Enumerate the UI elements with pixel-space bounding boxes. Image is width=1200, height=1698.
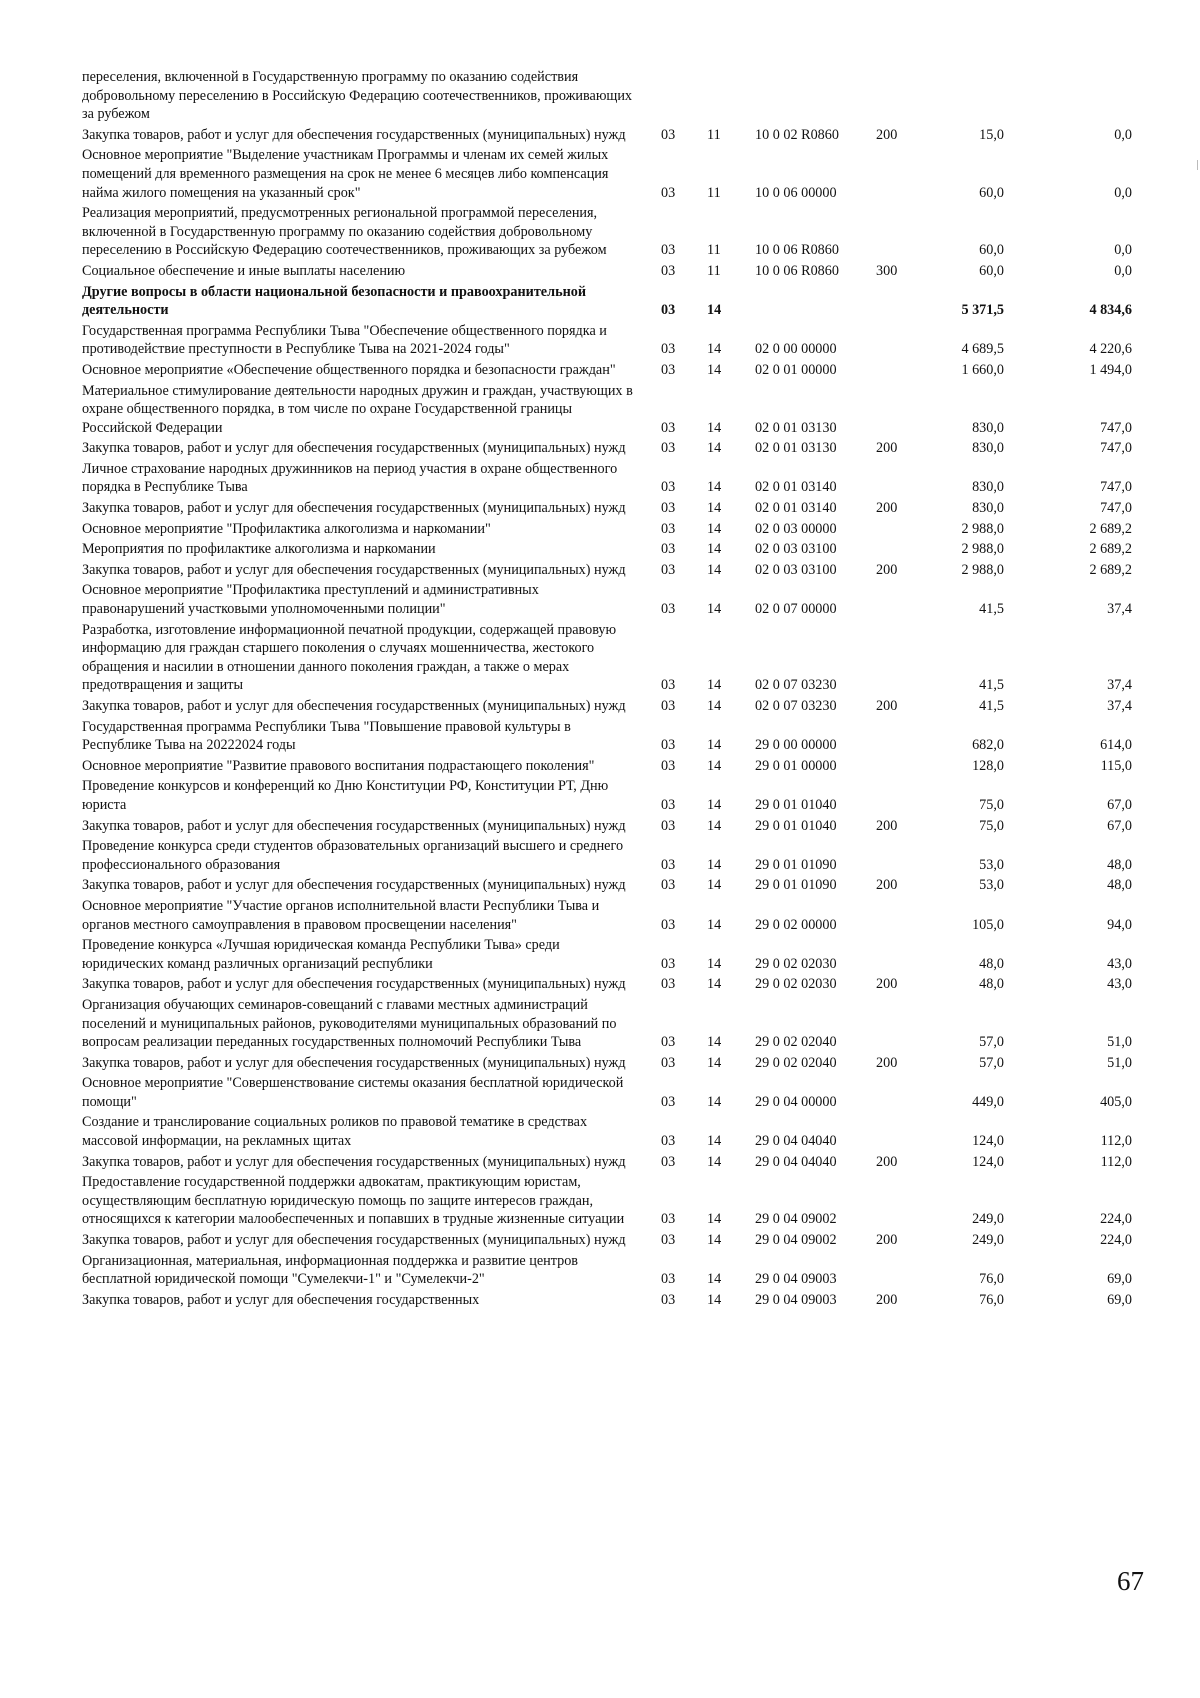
budget-table xyxy=(0,68,1200,1309)
subsection-code: 14 xyxy=(707,341,722,358)
section-code: 03 xyxy=(661,976,676,993)
target-article-code: 29 0 01 01040 xyxy=(755,817,837,834)
row-description: Организационная, материальная, информационная поддержка и развитие центров бесплатной юридической помощи "Сумелекчи-1" и "Сумелекчи-2" xyxy=(82,1252,578,1288)
subsection-code: 14 xyxy=(707,601,722,618)
target-article-code: 29 0 04 04040 xyxy=(755,1133,837,1150)
table-row xyxy=(0,1153,1200,1172)
table-row xyxy=(0,1252,1200,1289)
target-article-code: 29 0 01 01090 xyxy=(755,877,837,894)
row-description: переселения, включенной в Государственную программу по оказанию содействия добровольному переселению в Российскую Федерацию соотечественников, проживающих за рубежом xyxy=(82,69,633,123)
amount-year-1: 2 988,0 xyxy=(961,520,1004,537)
amount-year-1: 249,0 xyxy=(972,1211,1004,1228)
table-row xyxy=(0,460,1200,497)
row-description: Основное мероприятие «Обеспечение общественного порядка и безопасности граждан" xyxy=(82,361,616,378)
subsection-code: 14 xyxy=(707,877,722,894)
subsection-code: 14 xyxy=(707,737,722,754)
target-article-code: 10 0 02 R0860 xyxy=(755,126,839,143)
amount-year-1: 53,0 xyxy=(979,856,1004,873)
row-description: Закупка товаров, работ и услуг для обеспечения государственных (муниципальных) нужд xyxy=(82,1232,626,1249)
section-code: 03 xyxy=(661,1211,676,1228)
row-description: Закупка товаров, работ и услуг для обеспечения государственных (муниципальных) нужд xyxy=(82,440,626,457)
amount-year-1: 5 371,5 xyxy=(961,302,1004,319)
amount-year-2: 0,0 xyxy=(1114,126,1132,143)
target-article-code: 02 0 01 03130 xyxy=(755,419,837,436)
expense-type-code: 200 xyxy=(876,1153,898,1170)
table-row xyxy=(0,975,1200,994)
section-code: 03 xyxy=(661,302,676,319)
target-article-code: 29 0 02 02030 xyxy=(755,976,837,993)
amount-year-2: 0,0 xyxy=(1114,184,1132,201)
target-article-code: 02 0 07 03230 xyxy=(755,698,837,714)
expense-type-code: 200 xyxy=(876,126,898,143)
amount-year-2: 405,0 xyxy=(1100,1093,1132,1110)
amount-year-1: 48,0 xyxy=(979,976,1004,993)
row-description: Другие вопросы в области национальной безопасности и правоохранительной деятельности xyxy=(82,283,587,319)
section-code: 03 xyxy=(661,1271,676,1288)
row-description: Закупка товаров, работ и услуг для обеспечения государственных (муниципальных) нужд xyxy=(82,1153,626,1170)
amount-year-1: 830,0 xyxy=(972,419,1004,436)
section-code: 03 xyxy=(661,1054,676,1071)
amount-year-2: 224,0 xyxy=(1100,1232,1132,1249)
row-description: Организация обучающих семинаров-совещаний с главами местных администраций поселений и муниципальных районов, руководителями муниципальных образований по вопросам реализации переданных государственных полномочий Республики Тыва xyxy=(82,996,617,1051)
amount-year-1: 830,0 xyxy=(972,440,1004,457)
row-description: Создание и транслирование социальных роликов по правовой тематике в средствах массовой информации, на рекламных щитах xyxy=(82,1114,588,1150)
section-code: 03 xyxy=(661,955,676,972)
amount-year-1: 75,0 xyxy=(979,817,1004,834)
subsection-code: 11 xyxy=(707,262,721,279)
row-description: Социальное обеспечение и иные выплаты населению xyxy=(82,262,406,279)
subsection-code: 14 xyxy=(707,796,722,813)
amount-year-2: 51,0 xyxy=(1107,1054,1132,1071)
section-code: 03 xyxy=(661,1133,676,1150)
table-row xyxy=(0,204,1200,260)
amount-year-2: 67,0 xyxy=(1107,817,1132,834)
amount-year-2: 48,0 xyxy=(1107,856,1132,873)
amount-year-2: 37,4 xyxy=(1107,677,1132,694)
target-article-code: 02 0 07 00000 xyxy=(755,601,837,618)
table-row xyxy=(0,777,1200,814)
section-code: 03 xyxy=(661,877,676,894)
amount-year-2: 43,0 xyxy=(1107,955,1132,972)
table-row xyxy=(0,361,1200,380)
target-article-code: 10 0 06 R0860 xyxy=(755,242,839,259)
subsection-code: 14 xyxy=(707,479,722,496)
section-code: 03 xyxy=(661,561,676,578)
amount-year-1: 830,0 xyxy=(972,500,1004,517)
subsection-code: 14 xyxy=(707,1054,722,1071)
subsection-code: 14 xyxy=(707,916,722,933)
table-row xyxy=(0,126,1200,145)
amount-year-1: 249,0 xyxy=(972,1232,1004,1249)
target-article-code: 02 0 01 03130 xyxy=(755,440,837,457)
row-description: Проведение конкурса среди студентов образовательных организаций высшего и среднего профессионального образования xyxy=(82,838,624,873)
expense-type-code: 200 xyxy=(876,500,898,517)
table-row xyxy=(0,581,1200,618)
target-article-code: 29 0 04 00000 xyxy=(755,1093,837,1110)
amount-year-2: 37,4 xyxy=(1107,698,1132,714)
amount-year-2: 48,0 xyxy=(1107,877,1132,894)
amount-year-2: 2 689,2 xyxy=(1089,561,1132,578)
subsection-code: 14 xyxy=(707,541,722,558)
target-article-code: 02 0 01 03140 xyxy=(755,479,837,496)
amount-year-2: 37,4 xyxy=(1107,601,1132,618)
row-description: Закупка товаров, работ и услуг для обеспечения государственных (муниципальных) нужд xyxy=(82,500,626,517)
section-code: 03 xyxy=(661,1093,676,1110)
subsection-code: 14 xyxy=(707,419,722,436)
target-article-code: 29 0 01 01090 xyxy=(755,856,837,873)
amount-year-2: 115,0 xyxy=(1100,757,1132,774)
row-description: Разработка, изготовление информационной печатной продукции, содержащей правовую информацию для граждан старшего поколения о случаях мошенничества, жестокого обращения и насилии в отношении данного поколения граждан, а также о мерах предотвращения и защиты xyxy=(82,621,617,694)
section-code: 03 xyxy=(661,916,676,933)
target-article-code: 02 0 03 03100 xyxy=(755,541,837,558)
amount-year-2: 69,0 xyxy=(1107,1291,1132,1308)
row-description: Основное мероприятие "Совершенствование системы оказания бесплатной юридической помощи" xyxy=(82,1075,624,1110)
subsection-code: 14 xyxy=(707,1093,722,1110)
subsection-code: 14 xyxy=(707,856,722,873)
amount-year-2: 224,0 xyxy=(1100,1211,1132,1228)
subsection-code: 14 xyxy=(707,440,722,457)
amount-year-2: 94,0 xyxy=(1107,916,1132,933)
section-code: 03 xyxy=(661,479,676,496)
subsection-code: 14 xyxy=(707,976,722,993)
amount-year-2: 51,0 xyxy=(1107,1034,1132,1051)
target-article-code: 29 0 04 09002 xyxy=(755,1211,837,1228)
table-row xyxy=(0,936,1200,973)
subsection-code: 14 xyxy=(707,677,722,694)
amount-year-1: 682,0 xyxy=(972,737,1004,754)
amount-year-2: 67,0 xyxy=(1107,796,1132,813)
amount-year-1: 41,5 xyxy=(979,698,1004,714)
expense-type-code: 200 xyxy=(876,1291,898,1308)
subsection-code: 11 xyxy=(707,242,721,259)
table-row xyxy=(0,439,1200,458)
row-description: Основное мероприятие "Профилактика преступлений и административных правонарушений участковыми уполномоченными полиции" xyxy=(82,582,539,618)
table-row xyxy=(0,283,1200,320)
amount-year-1: 76,0 xyxy=(979,1291,1004,1308)
target-article-code: 29 0 04 04040 xyxy=(755,1153,837,1170)
target-article-code: 02 0 00 00000 xyxy=(755,341,837,358)
amount-year-1: 124,0 xyxy=(972,1153,1004,1170)
row-description: Основное мероприятие "Участие органов исполнительной власти Республики Тыва и органов местного самоуправления в правовом просвещении населения" xyxy=(82,897,600,933)
table-row xyxy=(0,897,1200,934)
amount-year-1: 15,0 xyxy=(979,126,1004,143)
amount-year-1: 48,0 xyxy=(979,955,1004,972)
row-description: Закупка товаров, работ и услуг для обеспечения государственных (муниципальных) нужд xyxy=(82,817,626,834)
subsection-code: 11 xyxy=(707,184,721,201)
amount-year-1: 105,0 xyxy=(972,916,1004,933)
expense-type-code: 200 xyxy=(876,1054,898,1071)
table-row xyxy=(0,1231,1200,1250)
amount-year-2: 2 689,2 xyxy=(1089,520,1132,537)
row-description: Проведение конкурсов и конференций ко Дню Конституции РФ, Конституции РТ, Дню юриста xyxy=(82,778,609,813)
amount-year-2: 614,0 xyxy=(1100,737,1132,754)
subsection-code: 14 xyxy=(707,1291,722,1308)
amount-year-1: 57,0 xyxy=(979,1034,1004,1051)
table-row xyxy=(0,757,1200,776)
section-code: 03 xyxy=(661,1232,676,1249)
row-description: Основное мероприятие "Развитие правового воспитания подрастающего поколения" xyxy=(82,757,595,774)
section-code: 03 xyxy=(661,796,676,813)
row-description: Государственная программа Республики Тыва "Обеспечение общественного порядка и противодействие преступности в Республике Тыва на 2021-2024 годы" xyxy=(82,322,607,358)
table-row xyxy=(0,621,1200,695)
section-code: 03 xyxy=(661,677,676,694)
scan-edge-mark xyxy=(1197,160,1198,170)
table-row xyxy=(0,322,1200,359)
subsection-code: 14 xyxy=(707,1211,722,1228)
expense-type-code: 200 xyxy=(876,698,898,714)
target-article-code: 29 0 01 00000 xyxy=(755,757,837,774)
target-article-code: 29 0 02 02030 xyxy=(755,955,837,972)
amount-year-2: 747,0 xyxy=(1100,419,1132,436)
table-row xyxy=(0,718,1200,755)
section-code: 03 xyxy=(661,242,676,259)
amount-year-2: 112,0 xyxy=(1100,1153,1132,1170)
section-code: 03 xyxy=(661,440,676,457)
table-row xyxy=(0,817,1200,836)
row-description: Закупка товаров, работ и услуг для обеспечения государственных (муниципальных) нужд xyxy=(82,877,626,894)
subsection-code: 14 xyxy=(707,1034,722,1051)
amount-year-1: 128,0 xyxy=(972,757,1004,774)
subsection-code: 14 xyxy=(707,361,722,378)
expense-type-code: 200 xyxy=(876,1232,898,1249)
subsection-code: 14 xyxy=(707,500,722,517)
target-article-code: 29 0 02 00000 xyxy=(755,916,837,933)
subsection-code: 11 xyxy=(707,126,721,143)
amount-year-1: 4 689,5 xyxy=(961,341,1004,358)
expense-type-code: 200 xyxy=(876,561,898,578)
expense-type-code: 300 xyxy=(876,262,898,279)
row-description: Закупка товаров, работ и услуг для обеспечения государственных (муниципальных) нужд xyxy=(82,1054,626,1071)
section-code: 03 xyxy=(661,361,676,378)
row-description: Закупка товаров, работ и услуг для обеспечения государственных (муниципальных) нужд xyxy=(82,698,626,714)
row-description: Предоставление государственной поддержки адвокатам, практикующим юристам, осуществляющим бесплатную юридическую помощь по защите интересов граждан, относящихся к категории малообеспеченных и попавших в трудные жизненные ситуации xyxy=(82,1174,625,1228)
amount-year-1: 60,0 xyxy=(979,184,1004,201)
row-description: Закупка товаров, работ и услуг для обеспечения государственных (муниципальных) нужд xyxy=(82,976,626,993)
row-description: Закупка товаров, работ и услуг для обеспечения государственных (муниципальных) нужд xyxy=(82,561,626,578)
section-code: 03 xyxy=(661,757,676,774)
expense-type-code: 200 xyxy=(876,877,898,894)
expense-type-code: 200 xyxy=(876,440,898,457)
target-article-code: 02 0 03 03100 xyxy=(755,561,837,578)
amount-year-1: 124,0 xyxy=(972,1133,1004,1150)
amount-year-2: 112,0 xyxy=(1100,1133,1132,1150)
amount-year-2: 4 220,6 xyxy=(1089,341,1132,358)
amount-year-2: 69,0 xyxy=(1107,1271,1132,1288)
section-code: 03 xyxy=(661,520,676,537)
section-code: 03 xyxy=(661,126,676,143)
table-row xyxy=(0,1291,1200,1310)
amount-year-1: 53,0 xyxy=(979,877,1004,894)
table-row xyxy=(0,262,1200,281)
section-code: 03 xyxy=(661,500,676,517)
target-article-code: 29 0 04 09003 xyxy=(755,1291,837,1308)
table-row xyxy=(0,1074,1200,1111)
amount-year-1: 41,5 xyxy=(979,601,1004,618)
amount-year-1: 1 660,0 xyxy=(961,361,1004,378)
subsection-code: 14 xyxy=(707,520,722,537)
subsection-code: 14 xyxy=(707,757,722,774)
table-row xyxy=(0,146,1200,202)
table-row xyxy=(0,520,1200,539)
amount-year-2: 4 834,6 xyxy=(1089,302,1132,319)
subsection-code: 14 xyxy=(707,561,722,578)
target-article-code: 29 0 02 02040 xyxy=(755,1054,837,1071)
target-article-code: 29 0 01 01040 xyxy=(755,796,837,813)
table-row xyxy=(0,1054,1200,1073)
amount-year-2: 0,0 xyxy=(1114,262,1132,279)
target-article-code: 02 0 07 03230 xyxy=(755,677,837,694)
expense-type-code: 200 xyxy=(876,817,898,834)
subsection-code: 14 xyxy=(707,955,722,972)
amount-year-2: 1 494,0 xyxy=(1089,361,1132,378)
subsection-code: 14 xyxy=(707,1271,722,1288)
table-row xyxy=(0,837,1200,874)
section-code: 03 xyxy=(661,541,676,558)
amount-year-1: 449,0 xyxy=(972,1093,1004,1110)
section-code: 03 xyxy=(661,1153,676,1170)
section-code: 03 xyxy=(661,698,676,714)
subsection-code: 14 xyxy=(707,1232,722,1249)
amount-year-1: 2 988,0 xyxy=(961,541,1004,558)
table-row xyxy=(0,996,1200,1052)
amount-year-1: 60,0 xyxy=(979,242,1004,259)
target-article-code: 02 0 01 00000 xyxy=(755,361,837,378)
target-article-code: 10 0 06 R0860 xyxy=(755,262,839,279)
amount-year-1: 830,0 xyxy=(972,479,1004,496)
amount-year-2: 747,0 xyxy=(1100,500,1132,517)
row-description: Закупка товаров, работ и услуг для обеспечения государственных (муниципальных) нужд xyxy=(82,126,626,143)
table-row xyxy=(0,697,1200,716)
target-article-code: 02 0 01 03140 xyxy=(755,500,837,517)
table-row xyxy=(0,68,1200,124)
row-description: Материальное стимулирование деятельности народных дружин и граждан, участвующих в охране общественного порядка, в том числе по охране Государственной границы Российской Федерации xyxy=(82,382,633,436)
table-row xyxy=(0,499,1200,518)
amount-year-1: 2 988,0 xyxy=(961,561,1004,578)
target-article-code: 29 0 04 09002 xyxy=(755,1232,837,1249)
section-code: 03 xyxy=(661,1034,676,1051)
row-description: Реализация мероприятий, предусмотренных региональной программой переселения, включенной в Государственную программу по оказанию содействия добровольному переселению в Российскую Федерацию соотечественников, проживающих за рубежом xyxy=(82,205,607,259)
section-code: 03 xyxy=(661,341,676,358)
subsection-code: 14 xyxy=(707,1133,722,1150)
section-code: 03 xyxy=(661,817,676,834)
page-number: 67 xyxy=(1117,1566,1144,1596)
table-row xyxy=(0,876,1200,895)
row-description: Закупка товаров, работ и услуг для обеспечения государственных xyxy=(82,1291,480,1308)
section-code: 03 xyxy=(661,601,676,618)
target-article-code: 29 0 04 09003 xyxy=(755,1271,837,1288)
table-row xyxy=(0,561,1200,580)
row-description: Государственная программа Республики Тыва "Повышение правовой культуры в Республике Тыва на 20222024 годы xyxy=(82,718,571,754)
target-article-code: 29 0 02 02040 xyxy=(755,1034,837,1051)
row-description: Основное мероприятие "Выделение участникам Программы и членам их семей жилых помещений для временного размещения на срок не менее 6 месяцев либо компенсация найма жилого помещения на указанный срок" xyxy=(82,147,609,201)
amount-year-1: 57,0 xyxy=(979,1054,1004,1071)
amount-year-1: 75,0 xyxy=(979,796,1004,813)
target-article-code: 10 0 06 00000 xyxy=(755,184,837,201)
table-row xyxy=(0,1113,1200,1150)
amount-year-2: 0,0 xyxy=(1114,242,1132,259)
target-article-code: 29 0 00 00000 xyxy=(755,737,837,754)
target-article-code: 02 0 03 00000 xyxy=(755,520,837,537)
subsection-code: 14 xyxy=(707,817,722,834)
section-code: 03 xyxy=(661,737,676,754)
row-description: Личное страхование народных дружинников на период участия в охране общественного порядка в Республике Тыва xyxy=(82,460,618,496)
row-description: Основное мероприятие "Профилактика алкоголизма и наркомании" xyxy=(82,520,491,537)
section-code: 03 xyxy=(661,419,676,436)
amount-year-2: 747,0 xyxy=(1100,440,1132,457)
row-description: Мероприятия по профилактике алкоголизма и наркомании xyxy=(82,541,436,558)
section-code: 03 xyxy=(661,856,676,873)
amount-year-1: 60,0 xyxy=(979,262,1004,279)
subsection-code: 14 xyxy=(707,1153,722,1170)
expense-type-code: 200 xyxy=(876,976,898,993)
table-row xyxy=(0,1173,1200,1229)
amount-year-2: 2 689,2 xyxy=(1089,541,1132,558)
table-row xyxy=(0,382,1200,438)
table-row xyxy=(0,540,1200,559)
row-description: Проведение конкурса «Лучшая юридическая команда Республики Тыва» среди юридических команд различных организаций республики xyxy=(82,937,560,972)
subsection-code: 14 xyxy=(707,302,722,319)
amount-year-1: 76,0 xyxy=(979,1271,1004,1288)
amount-year-2: 43,0 xyxy=(1107,976,1132,993)
section-code: 03 xyxy=(661,184,676,201)
section-code: 03 xyxy=(661,262,676,279)
subsection-code: 14 xyxy=(707,698,722,714)
section-code: 03 xyxy=(661,1291,676,1308)
amount-year-1: 41,5 xyxy=(979,677,1004,694)
amount-year-2: 747,0 xyxy=(1100,479,1132,496)
